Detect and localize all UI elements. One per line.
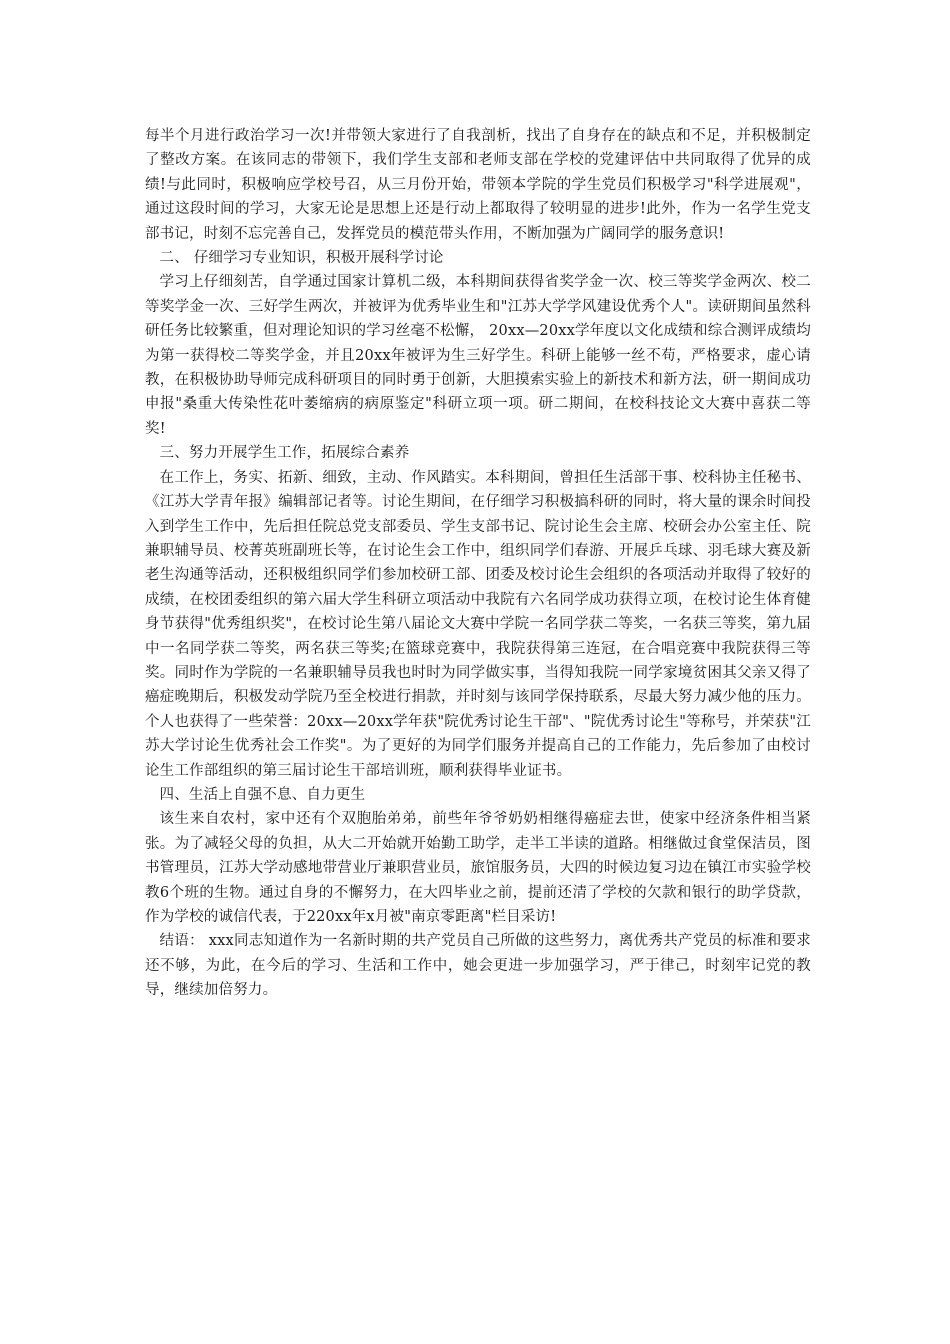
section-heading-4: 四、生活上自强不息、自力更生 [159, 786, 366, 803]
section-heading-2: 二、 仔细学习专业知识，积极开展科学讨论 [159, 250, 444, 267]
section-heading-3: 三、努力开展学生工作，拓展综合素养 [159, 445, 410, 462]
paragraph-academic-study: 学习上仔细刻苦，自学通过国家计算机二级，本科期间获得省奖学金一次、校三等奖学金两次、校二等奖学金一次、三好学生两次，并被评为优秀毕业生和"江苏大学学风建设优秀个人"。读研期间虽然科研任务比较繁重，但对理论知识的学习丝毫不松懈， 20xx—20xx学年度以文化成绩和综合测评成绩均为第一获得校二等奖学金，并且20xx年被评为生三好学生。科研上能够一丝不苟，严格要求，虚心请教，在积极协助导师完成科研项目的同时勇于创新，大胆摸索实验上的新技术和新方法，研一期间成功申报"桑重大传染性花叶萎缩病的病原鉴定"科研立项一项。研二期间，在校科技论文大赛中喜获二等奖! [145, 274, 811, 437]
paragraph-conclusion: 结语： xxx同志知道作为一名新时期的共产党员自己所做的这些努力，离优秀共产党员的标准和要求还不够，为此，在今后的学习、生活和工作中，她会更进一步加强学习，严于律己，时刻牢记党的教导，继续加倍努力。 [145, 933, 811, 999]
document-body [145, 124, 811, 1003]
paragraph-self-reliance: 该生来自农村，家中还有个双胞胎弟弟，前些年爷爷奶奶相继得癌症去世，使家中经济条件相当紧张。为了减轻父母的负担，从大二开始就开始勤工助学，走半工半读的道路。相继做过食堂保洁员，图书管理员，江苏大学动感地带营业厅兼职营业员，旅馆服务员，大四的时候边复习边在镇江市实验学校教6个班的生物。通过自身的不懈努力，在大四毕业之前，提前还清了学校的欠款和银行的助学贷款，作为学校的诚信代表，于220xx年x月被"南京零距离"栏目采访! [145, 811, 811, 925]
paragraph-party-study: 每半个月进行政治学习一次!并带领大家进行了自我剖析，找出了自身存在的缺点和不足，并积极制定了整改方案。在该同志的带领下，我们学生支部和老师支部在学校的党建评估中共同取得了优异的成绩!与此同时，积极响应学校号召，从三月份开始，带领本学院的学生党员们积极学习"科学进展观"，通过这段时间的学习，大家无论是思想上还是行动上都取得了较明显的进步!此外，作为一名学生党支部书记，时刻不忘完善自己，发挥党员的模范带头作用，不断加强为广阔同学的服务意识! [145, 128, 811, 242]
paragraph-student-work: 在工作上，务实、拓新、细致，主动、作风踏实。本科期间，曾担任生活部干事、校科协主任秘书、《江苏大学青年报》编辑部记者等。讨论生期间，在仔细学习积极搞科研的同时，将大量的课余时间投入到学生工作中，先后担任院总党支部委员、学生支部书记、院讨论生会主席、校研会办公室主任、院兼职辅导员、校菁英班副班长等，在讨论生会工作中，组织同学们春游、开展乒乓球、羽毛球大赛及新老生沟通等活动，还积极组织同学们参加校研工部、团委及校讨论生会组织的各项活动并取得了较好的成绩，在校团委组织的第六届大学生科研立项活动中我院有六名同学成功获得立项，在校讨论生体育健身节获得"优秀组织奖"，在校讨论生第八届论文大赛中学院一名同学获二等奖，一名获三等奖，第九届中一名同学获二等奖，两名获三等奖;在篮球竞赛中，我院获得第三连冠，在合唱竞赛中我院获得三等奖。同时作为学院的一名兼职辅导员我也时时为同学做实事，当得知我院一同学家境贫困其父亲又得了癌症晚期后，积极发动学院乃至全校进行捐款，并时刻与该同学保持联系，尽最大努力减少他的压力。个人也获得了一些荣誉：20xx—20xx学年获"院优秀讨论生干部"、"院优秀讨论生"等称号，并荣获"江苏大学讨论生优秀社会工作奖"。为了更好的为同学们服务并提高自己的工作能力，先后参加了由校讨论生工作部组织的第三届讨论生干部培训班，顺利获得毕业证书。 [145, 469, 811, 779]
